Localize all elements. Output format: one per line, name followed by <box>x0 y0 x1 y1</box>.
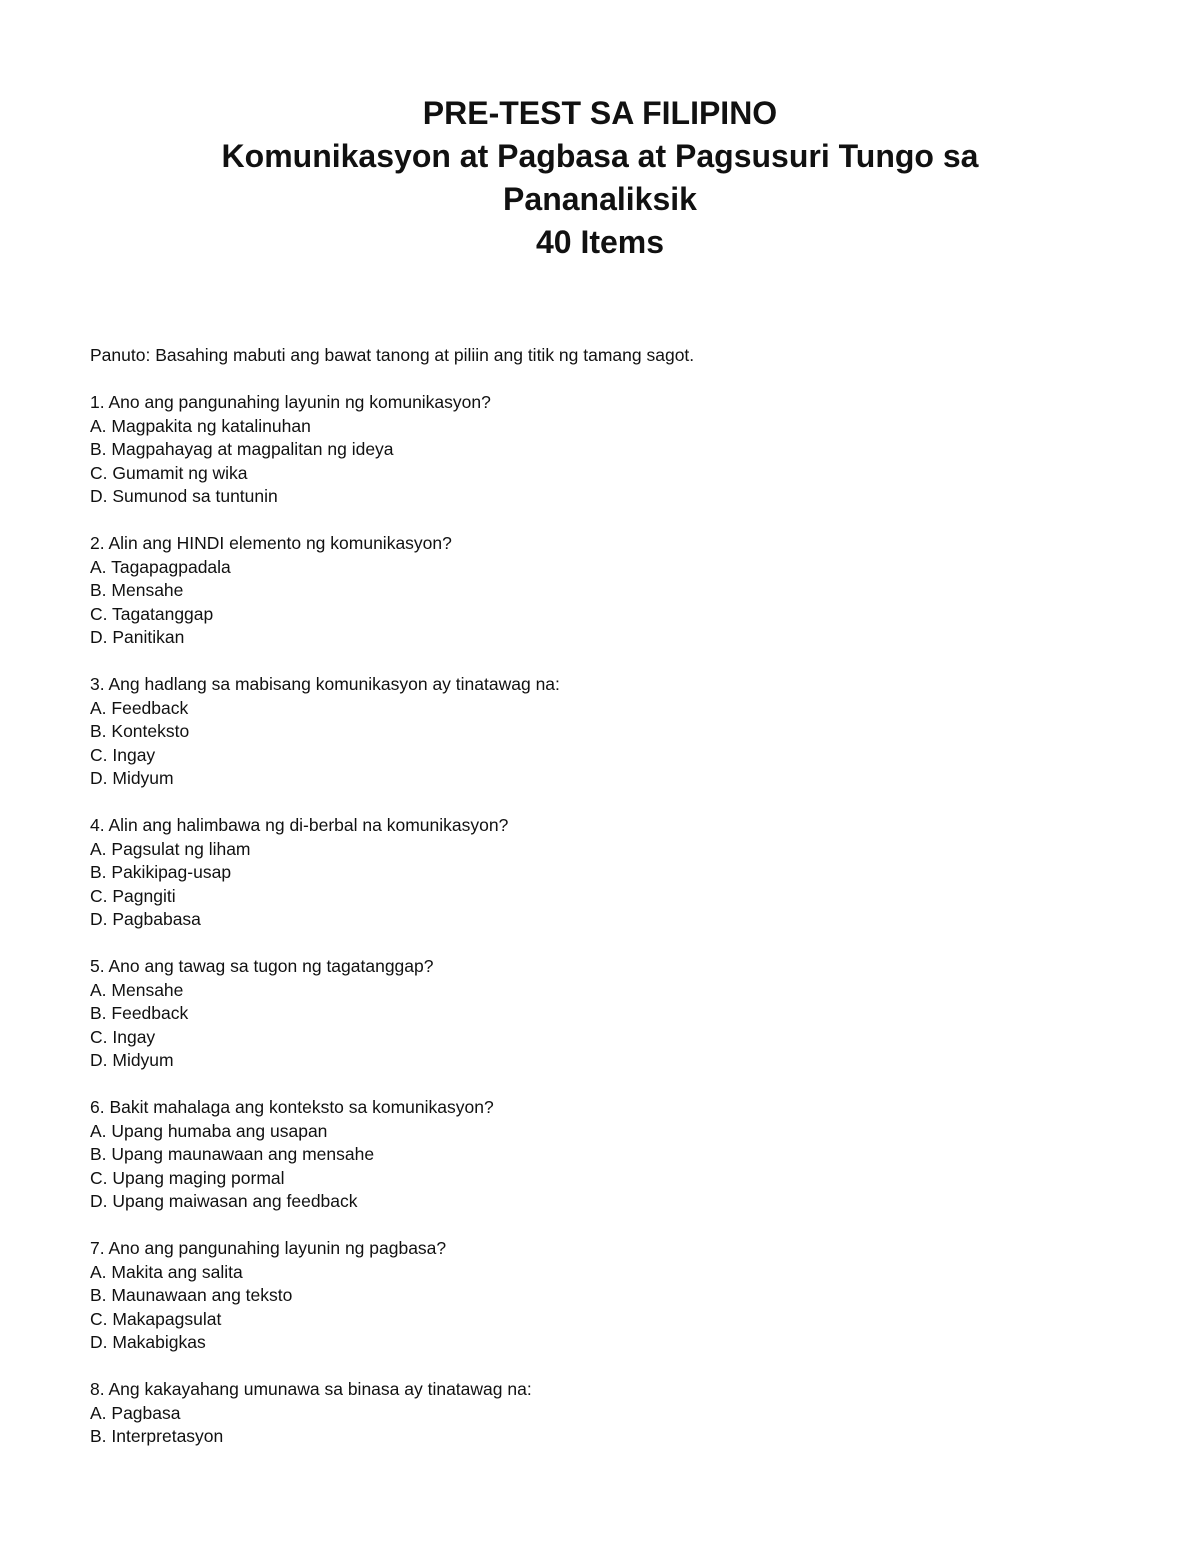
question-stem: 7. Ano ang pangunahing layunin ng pagbasa? <box>90 1238 447 1258</box>
answer-choice: C. Pagngiti <box>90 885 176 906</box>
question-item <box>90 1237 1090 1378</box>
answer-choice: A. Magpakita ng katalinuhan <box>90 415 311 436</box>
answer-choice: C. Makapagsulat <box>90 1308 222 1329</box>
document-subtitle-line1: Komunikasyon at Pagbasa at Pagsusuri Tungo sa <box>221 138 979 174</box>
answer-choice: A. Makita ang salita <box>90 1261 243 1282</box>
question-list <box>90 391 1090 1519</box>
answer-choice: B. Upang maunawaan ang mensahe <box>90 1144 375 1164</box>
question-item <box>90 391 1090 532</box>
instructions-text: Panuto: Basahing mabuti ang bawat tanong at piliin ang titik ng tamang sagot. <box>90 345 695 365</box>
question-stem: 1. Ano ang pangunahing layunin ng komunikasyon? <box>90 392 491 412</box>
answer-choice: A. Tagapagpadala <box>90 556 231 577</box>
item-count: 40 Items <box>535 224 665 260</box>
question-stem: 2. Alin ang HINDI elemento ng komunikasyon? <box>90 533 452 553</box>
answer-choice: B. Interpretasyon <box>90 1426 224 1446</box>
answer-choice: D. Pagbabasa <box>90 909 201 929</box>
answer-choice: B. Magpahayag at magpalitan ng ideya <box>90 439 394 459</box>
answer-choice: C. Ingay <box>90 1026 156 1047</box>
answer-choice: B. Mensahe <box>90 580 184 600</box>
question-item <box>90 673 1090 814</box>
answer-choice: A. Upang humaba ang usapan <box>90 1120 328 1141</box>
answer-choice: D. Midyum <box>90 1050 174 1070</box>
question-stem: 6. Bakit mahalaga ang konteksto sa komunikasyon? <box>90 1097 494 1117</box>
answer-choice: C. Upang maging pormal <box>90 1167 285 1188</box>
answer-choice: A. Mensahe <box>90 979 184 1000</box>
answer-choice: D. Sumunod sa tuntunin <box>90 486 278 506</box>
question-item <box>90 532 1090 673</box>
question-stem: 8. Ang kakayahang umunawa sa binasa ay tinatawag na: <box>90 1379 532 1399</box>
answer-choice: A. Pagsulat ng liham <box>90 838 251 859</box>
question-item <box>90 1378 1090 1519</box>
document-subtitle-line2: Pananaliksik <box>503 181 697 217</box>
question-stem: 3. Ang hadlang sa mabisang komunikasyon ay tinatawag na: <box>90 674 560 694</box>
answer-choice: D. Makabigkas <box>90 1332 206 1352</box>
answer-choice: C. Tagatanggap <box>90 603 214 624</box>
answer-choice: C. Ingay <box>90 744 156 765</box>
document-title: PRE-TEST SA FILIPINO <box>422 95 778 131</box>
answer-choice: D. Panitikan <box>90 627 185 647</box>
answer-choice: D. Midyum <box>90 768 174 788</box>
document-header <box>0 92 1200 264</box>
answer-choice: A. Pagbasa <box>90 1402 181 1423</box>
question-stem: 4. Alin ang halimbawa ng di-berbal na komunikasyon? <box>90 815 509 835</box>
question-item <box>90 955 1090 1096</box>
question-item <box>90 814 1090 955</box>
answer-choice: D. Upang maiwasan ang feedback <box>90 1191 358 1211</box>
answer-choice: C. Gumamit ng wika <box>90 462 248 483</box>
answer-choice: A. Feedback <box>90 697 189 718</box>
question-stem: 5. Ano ang tawag sa tugon ng tagatanggap? <box>90 956 434 976</box>
answer-choice: B. Maunawaan ang teksto <box>90 1285 293 1305</box>
answer-choice: B. Pakikipag-usap <box>90 862 232 882</box>
question-item <box>90 1096 1090 1237</box>
answer-choice: B. Feedback <box>90 1003 189 1023</box>
answer-choice: B. Konteksto <box>90 721 190 741</box>
